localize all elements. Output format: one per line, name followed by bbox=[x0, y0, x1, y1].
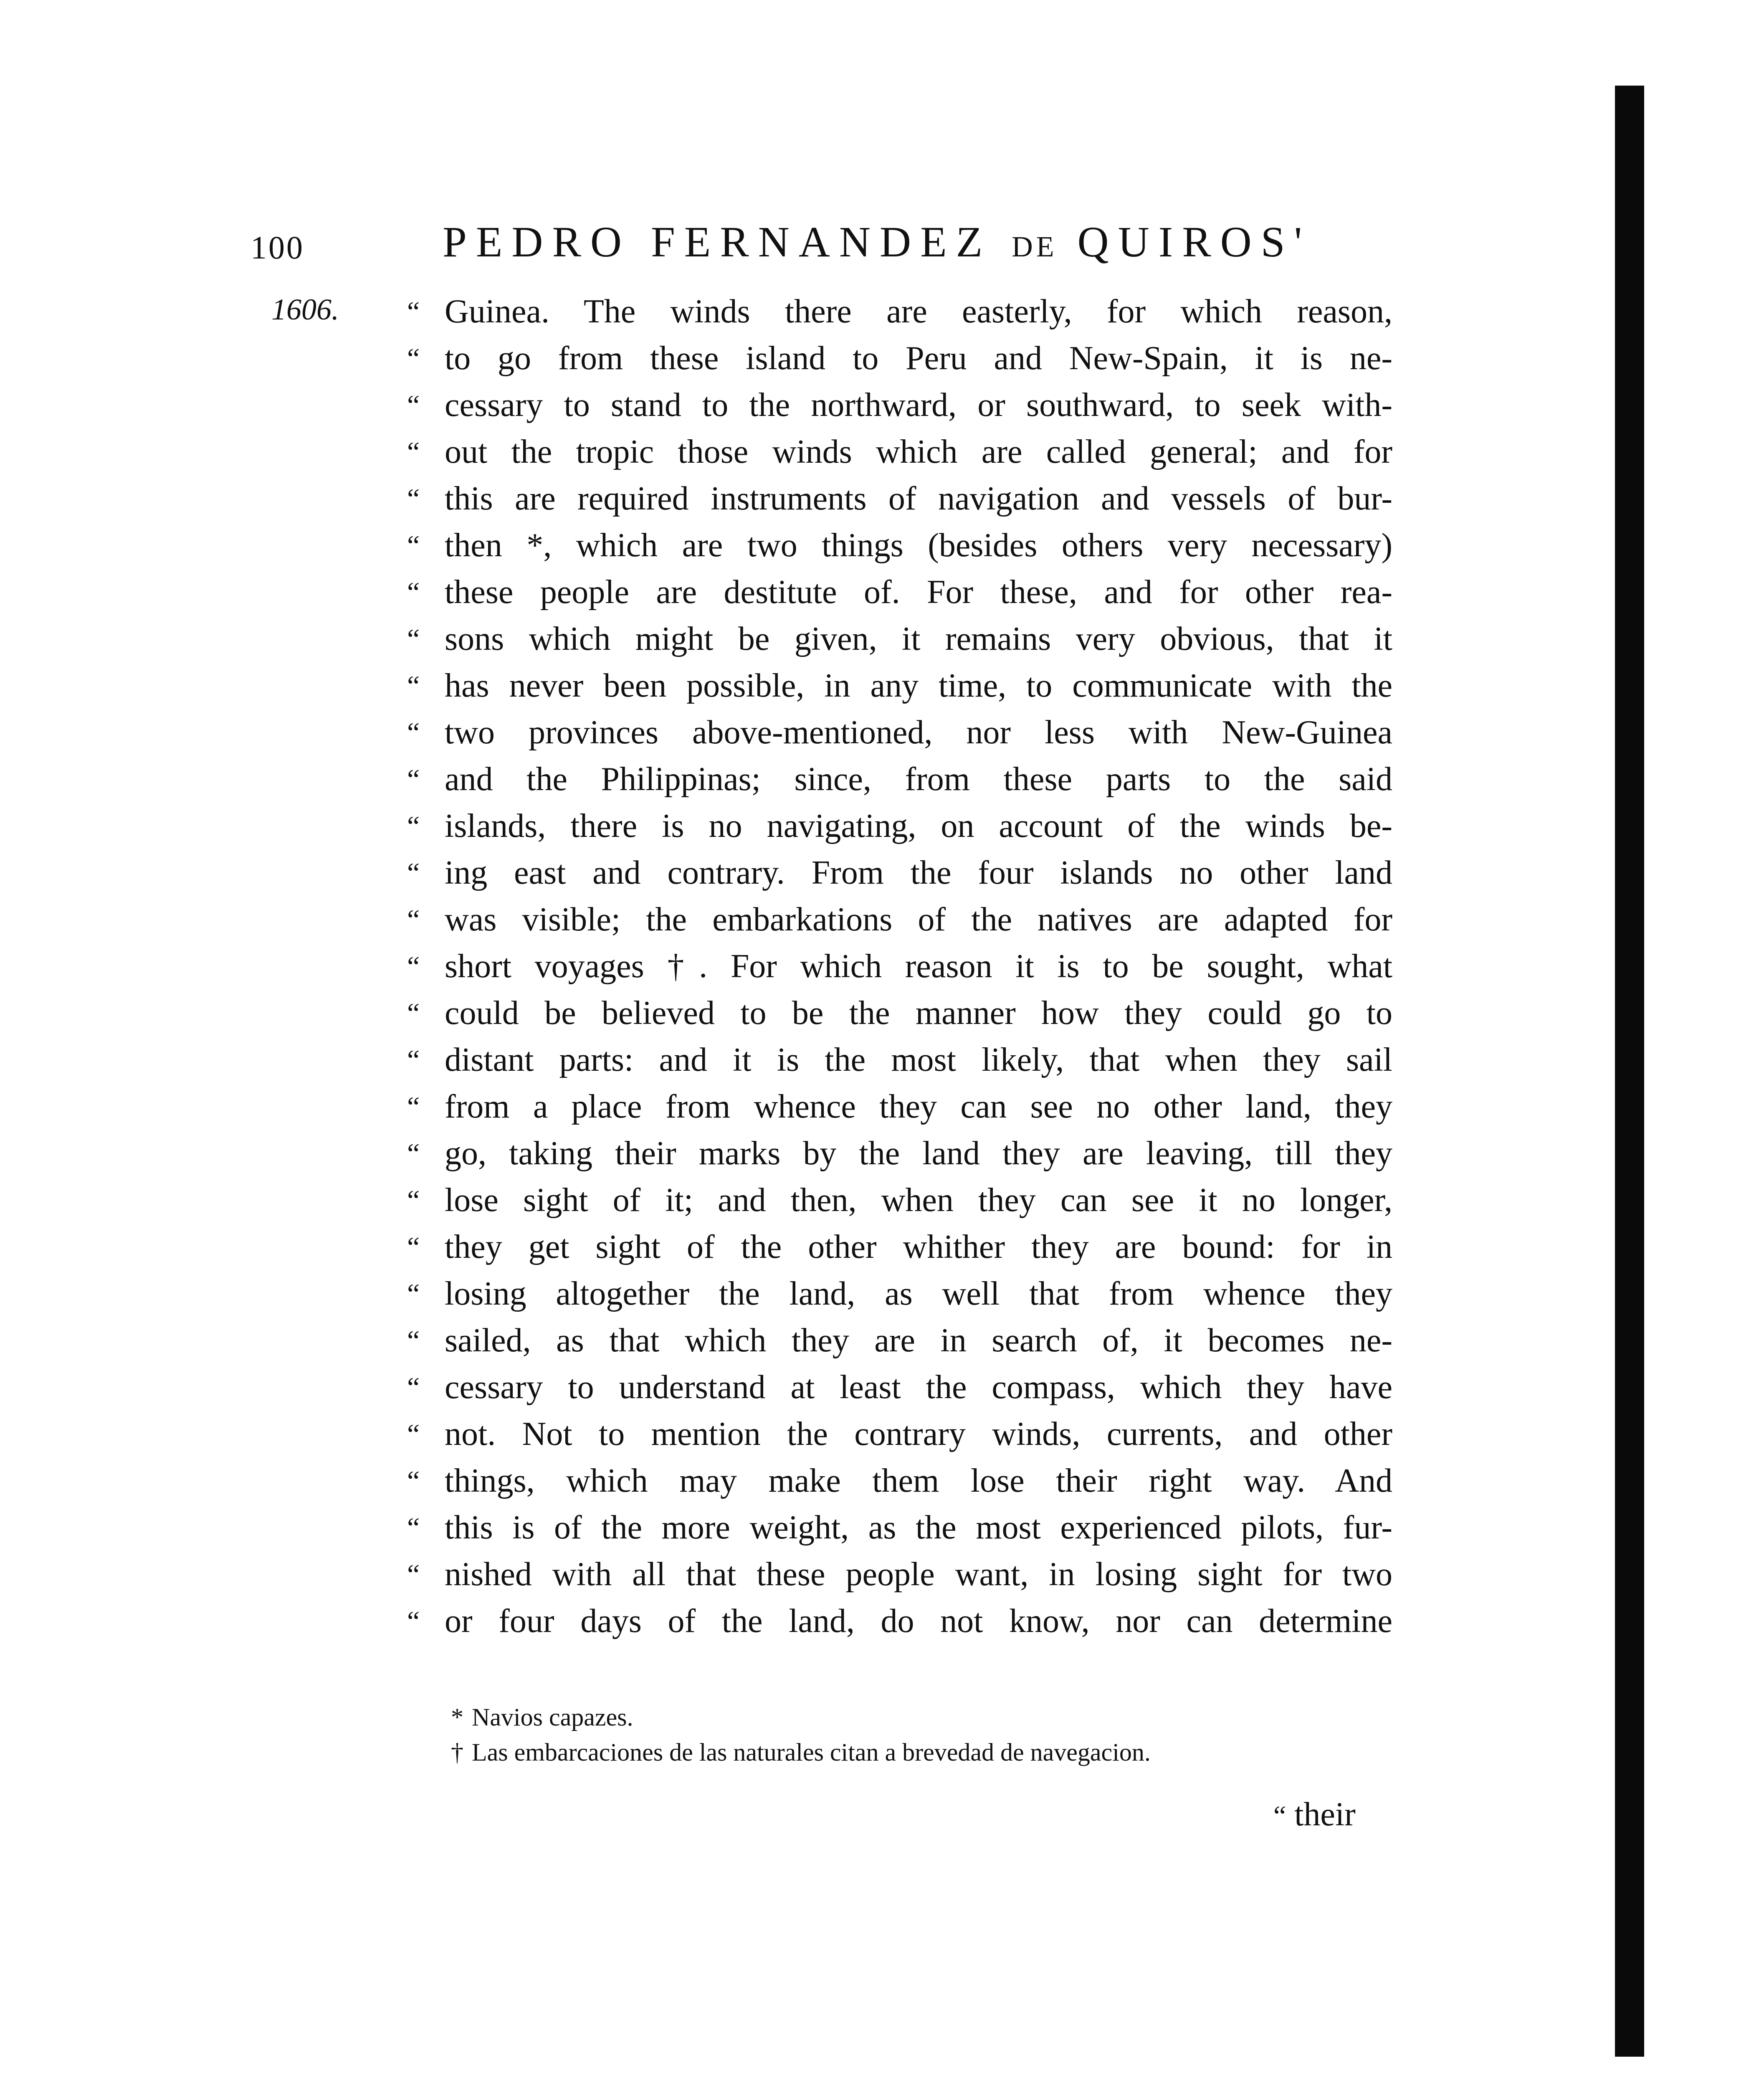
text-line bbox=[407, 1598, 1392, 1645]
text-line bbox=[407, 1083, 1392, 1130]
text-line bbox=[407, 756, 1392, 803]
quote-mark: “ bbox=[407, 1044, 420, 1076]
footnote-mark: * bbox=[451, 1703, 463, 1731]
quote-mark: “ bbox=[407, 1371, 420, 1403]
running-head-particle: DE bbox=[1012, 231, 1058, 263]
quote-mark: “ bbox=[407, 763, 420, 795]
line-text: two provinces above-mentioned, nor less with New-Guinea bbox=[445, 714, 1392, 751]
line-text: this is of the more weight, as the most experienced pilots, fur- bbox=[445, 1509, 1392, 1546]
text-line bbox=[407, 522, 1392, 569]
line-text: or four days of the land, do not know, nor can determine bbox=[445, 1603, 1392, 1639]
running-head bbox=[443, 217, 1311, 267]
line-text: then *, which are two things (besides others very necessary) bbox=[445, 527, 1392, 564]
line-text: Guinea. The winds there are easterly, for which reason, bbox=[445, 293, 1392, 330]
text-line bbox=[407, 1130, 1392, 1177]
line-text: this are required instruments of navigation and vessels of bur- bbox=[445, 480, 1392, 517]
quote-mark: “ bbox=[407, 857, 420, 889]
quote-mark: “ bbox=[407, 1184, 420, 1216]
quote-mark: “ bbox=[407, 1605, 420, 1637]
quote-mark: “ bbox=[407, 576, 420, 608]
text-line bbox=[407, 1317, 1392, 1364]
line-text: cessary to understand at least the compass, which they have bbox=[445, 1369, 1392, 1406]
line-text: to go from these island to Peru and New-Spain, it is ne- bbox=[445, 340, 1392, 377]
text-line bbox=[407, 896, 1392, 943]
line-text: ing east and contrary. From the four islands no other land bbox=[445, 854, 1392, 891]
text-line bbox=[407, 849, 1392, 896]
quote-mark: “ bbox=[407, 1418, 420, 1450]
line-text: distant parts: and it is the most likely, that when they sail bbox=[445, 1041, 1392, 1078]
line-text: out the tropic those winds which are called general; and for bbox=[445, 433, 1392, 470]
text-line bbox=[407, 288, 1392, 335]
line-text: islands, there is no navigating, on account of the winds be- bbox=[445, 808, 1392, 844]
line-text: was visible; the embarkations of the natives are adapted for bbox=[445, 901, 1392, 938]
catchword-text: their bbox=[1294, 1796, 1356, 1833]
line-text: cessary to stand to the northward, or southward, to seek with- bbox=[445, 387, 1392, 423]
quote-mark: “ bbox=[407, 997, 420, 1029]
quote-mark: “ bbox=[1273, 1800, 1286, 1832]
text-line bbox=[407, 709, 1392, 756]
text-line bbox=[407, 1036, 1392, 1083]
quote-mark: “ bbox=[407, 1138, 420, 1169]
text-line bbox=[407, 335, 1392, 382]
quote-mark: “ bbox=[407, 436, 420, 468]
body-text bbox=[407, 288, 1392, 1645]
line-text: things, which may make them lose their right way. And bbox=[445, 1462, 1392, 1499]
text-line bbox=[407, 1457, 1392, 1504]
line-text: sailed, as that which they are in search of, it becomes ne- bbox=[445, 1322, 1392, 1359]
quote-mark: “ bbox=[407, 483, 420, 514]
footnote bbox=[451, 1700, 1151, 1735]
line-text: not. Not to mention the contrary winds, currents, and other bbox=[445, 1416, 1392, 1452]
quote-mark: “ bbox=[407, 1512, 420, 1543]
quote-mark: “ bbox=[407, 1091, 420, 1123]
line-text: sons which might be given, it remains very obvious, that it bbox=[445, 621, 1392, 657]
text-line bbox=[407, 428, 1392, 475]
footnote-text: Las embarcaciones de las naturales citan a brevedad de navegacion. bbox=[472, 1738, 1151, 1766]
text-line bbox=[407, 1224, 1392, 1270]
quote-mark: “ bbox=[407, 950, 420, 982]
quote-mark: “ bbox=[407, 1558, 420, 1590]
page-number: 100 bbox=[251, 229, 304, 266]
footnote-mark: † bbox=[451, 1738, 463, 1766]
text-line bbox=[407, 382, 1392, 428]
page-header bbox=[0, 217, 1764, 267]
text-line bbox=[407, 990, 1392, 1036]
quote-mark: “ bbox=[407, 530, 420, 561]
quote-mark: “ bbox=[407, 1465, 420, 1497]
text-line bbox=[407, 943, 1392, 990]
text-line bbox=[407, 662, 1392, 709]
text-line bbox=[407, 616, 1392, 662]
text-line bbox=[407, 1364, 1392, 1411]
line-text: they get sight of the other whither they are bound: for in bbox=[445, 1229, 1392, 1265]
quote-mark: “ bbox=[407, 1325, 420, 1356]
running-head-surname: QUIROS' bbox=[1077, 218, 1311, 266]
line-text: these people are destitute of. For these, and for other rea- bbox=[445, 574, 1392, 611]
quote-mark: “ bbox=[407, 670, 420, 702]
line-text: losing altogether the land, as well that from whence they bbox=[445, 1275, 1392, 1312]
text-line bbox=[407, 569, 1392, 616]
catchword bbox=[1273, 1796, 1356, 1834]
quote-mark: “ bbox=[407, 342, 420, 374]
text-line bbox=[407, 1411, 1392, 1457]
text-line bbox=[407, 1504, 1392, 1551]
text-line bbox=[407, 803, 1392, 849]
running-head-name: PEDRO FERNANDEZ bbox=[443, 218, 992, 266]
text-line bbox=[407, 1551, 1392, 1598]
footnote bbox=[451, 1735, 1151, 1770]
line-text: could be believed to be the manner how they could go to bbox=[445, 995, 1392, 1031]
quote-mark: “ bbox=[407, 904, 420, 935]
footnote-text: Navios capazes. bbox=[472, 1703, 633, 1731]
text-line bbox=[407, 1270, 1392, 1317]
quote-mark: “ bbox=[407, 1231, 420, 1263]
line-text: from a place from whence they can see no other land, they bbox=[445, 1088, 1392, 1125]
footnotes bbox=[451, 1700, 1151, 1770]
line-text: and the Philippinas; since, from these parts to the said bbox=[445, 761, 1392, 798]
text-line bbox=[407, 1177, 1392, 1224]
line-text: short voyages †. For which reason it is to be sought, what bbox=[445, 948, 1392, 985]
quote-mark: “ bbox=[407, 623, 420, 655]
line-text: lose sight of it; and then, when they can see it no longer, bbox=[445, 1182, 1392, 1219]
line-text: nished with all that these people want, in losing sight for two bbox=[445, 1556, 1392, 1593]
margin-year: 1606. bbox=[271, 293, 339, 326]
line-text: has never been possible, in any time, to communicate with the bbox=[445, 667, 1392, 704]
scan-binding-edge bbox=[1615, 86, 1644, 2057]
text-line bbox=[407, 475, 1392, 522]
line-text: go, taking their marks by the land they are leaving, till they bbox=[445, 1135, 1392, 1172]
quote-mark: “ bbox=[407, 1278, 420, 1310]
quote-mark: “ bbox=[407, 810, 420, 842]
quote-mark: “ bbox=[407, 296, 420, 327]
quote-mark: “ bbox=[407, 389, 420, 421]
quote-mark: “ bbox=[407, 717, 420, 748]
